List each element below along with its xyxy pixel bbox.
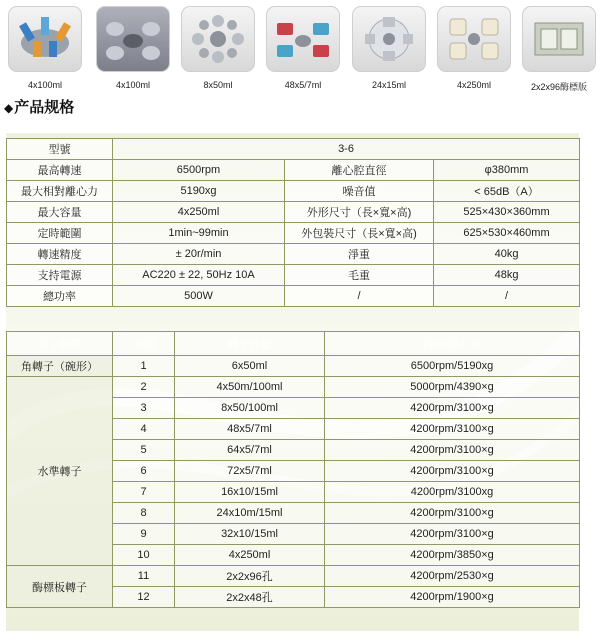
rotor-thumbnail: [181, 6, 255, 90]
spec-label: /: [285, 286, 434, 307]
swing-rotor-bottles-image: [437, 6, 511, 72]
section-title: [4, 96, 74, 117]
thumbnail-caption: 48x5/7ml: [284, 80, 322, 90]
rotor-no: 5: [113, 440, 175, 461]
thumbnail-caption: 4x100ml: [27, 80, 63, 90]
rotor-type: 角轉子（碗形）: [7, 356, 113, 377]
rotor-speed: 6500rpm/5190xg: [325, 356, 580, 377]
rotor-capacity: 32x10/15ml: [175, 524, 325, 545]
rotor-capacity: 4x50m/100ml: [175, 377, 325, 398]
spec-value: /: [434, 286, 580, 307]
thumbnail-caption: 2x2x96酶標版: [530, 82, 588, 92]
spec-value: 4x250ml: [113, 202, 285, 223]
microplate-rotor-image: [522, 6, 596, 72]
rotor-no: 6: [113, 461, 175, 482]
column-header: 轉子容量: [175, 332, 325, 356]
section-title-text: 产品规格: [14, 98, 75, 116]
rotor-thumbnail: [266, 6, 340, 90]
column-header: 轉速/離心力: [325, 332, 580, 356]
rotor-speed: 4200rpm/3100×g: [325, 440, 580, 461]
rotor-thumbnail: [437, 6, 511, 90]
spec-label: 淨重: [285, 244, 434, 265]
column-header: 序號: [113, 332, 175, 356]
rotor-thumbnail: [352, 6, 426, 90]
spec-value: 1min~99min: [113, 223, 285, 244]
rotor-no: 11: [113, 566, 175, 587]
rotor-capacity: 2x2x48孔: [175, 587, 325, 608]
spec-label: 外包裝尺寸（長×寬×高): [285, 223, 434, 244]
column-header: 轉子類型: [7, 332, 113, 356]
table-row: [7, 566, 580, 587]
table-row: [7, 202, 580, 223]
rotor-speed: 4200rpm/3100×g: [325, 398, 580, 419]
rotor-thumbnail-strip: [0, 0, 601, 96]
spec-label: 離心腔直徑: [285, 160, 434, 181]
rotor-thumbnail: [8, 6, 82, 90]
rotor-capacity: 16x10/15ml: [175, 482, 325, 503]
thumbnail-caption: 24x15ml: [371, 80, 407, 90]
spec-value: 48kg: [434, 265, 580, 286]
rotor-no: 1: [113, 356, 175, 377]
swing-rotor-red-tubes-image: [266, 6, 340, 72]
model-value: 3-6: [113, 139, 580, 160]
swing-rotor-24-image: [352, 6, 426, 72]
rotor-no: 3: [113, 398, 175, 419]
rotor-type: 水準轉子: [7, 377, 113, 566]
rotor-table: [6, 331, 580, 608]
rotor-no: 2: [113, 377, 175, 398]
spec-value: 500W: [113, 286, 285, 307]
spec-label: 總功率: [7, 286, 113, 307]
rotor-speed: 4200rpm/3100×g: [325, 419, 580, 440]
spec-value: < 65dB（A）: [434, 181, 580, 202]
rotor-thumbnail: [522, 6, 596, 93]
rotor-speed: 4200rpm/3100×g: [325, 503, 580, 524]
rotor-capacity: 24x10m/15ml: [175, 503, 325, 524]
rotor-speed: 4200rpm/3100×g: [325, 461, 580, 482]
spec-value: 525×430×360mm: [434, 202, 580, 223]
rotor-speed: 4200rpm/3100×g: [325, 524, 580, 545]
thumbnail-caption: 4x100ml: [115, 80, 151, 90]
spec-label: 支持電源: [7, 265, 113, 286]
rotor-capacity: 4x250ml: [175, 545, 325, 566]
thumbnail-caption: 8x50ml: [203, 80, 233, 90]
spec-value: φ380mm: [434, 160, 580, 181]
table-header-row: [7, 332, 580, 356]
spec-label: 最大容量: [7, 202, 113, 223]
spec-value: AC220 ± 22, 50Hz 10A: [113, 265, 285, 286]
spec-label: 噪音值: [285, 181, 434, 202]
table-row: [7, 139, 580, 160]
rotor-no: 12: [113, 587, 175, 608]
thumbnail-caption: 4x250ml: [456, 80, 492, 90]
rotor-capacity: 6x50ml: [175, 356, 325, 377]
table-row: [7, 356, 580, 377]
spec-label: 定時範圍: [7, 223, 113, 244]
spec-value: 40kg: [434, 244, 580, 265]
rotor-capacity: 64x5/7ml: [175, 440, 325, 461]
spec-label: 最高轉速: [7, 160, 113, 181]
table-row: [7, 160, 580, 181]
table-row: [7, 265, 580, 286]
spec-label: 最大相對離心力: [7, 181, 113, 202]
rotor-type: 酶標板轉子: [7, 566, 113, 608]
rotor-capacity: 48x5/7ml: [175, 419, 325, 440]
swing-rotor-gray-image: [96, 6, 170, 72]
rotor-speed: 4200rpm/2530×g: [325, 566, 580, 587]
rotor-speed: 4200rpm/3100xg: [325, 482, 580, 503]
spec-label: 外形尺寸（長×寬×高): [285, 202, 434, 223]
angle-rotor-colored-tubes-image: [8, 6, 82, 72]
table-row: [7, 244, 580, 265]
rotor-speed: 5000rpm/4390×g: [325, 377, 580, 398]
spec-value: 6500rpm: [113, 160, 285, 181]
rotor-speed: 4200rpm/1900×g: [325, 587, 580, 608]
spec-value: 5190xg: [113, 181, 285, 202]
spec-label: 轉速精度: [7, 244, 113, 265]
model-label: 型號: [7, 139, 113, 160]
swing-rotor-8-bucket-image: [181, 6, 255, 72]
rotor-speed: 4200rpm/3850×g: [325, 545, 580, 566]
rotor-no: 7: [113, 482, 175, 503]
rotor-capacity: 2x2x96孔: [175, 566, 325, 587]
rotor-no: 10: [113, 545, 175, 566]
diamond-icon: ◆: [4, 101, 14, 115]
table-row: [7, 377, 580, 398]
spec-table: [6, 138, 580, 307]
spec-value: 625×530×460mm: [434, 223, 580, 244]
rotor-capacity: 72x5/7ml: [175, 461, 325, 482]
table-row: [7, 286, 580, 307]
spec-value: ± 20r/min: [113, 244, 285, 265]
rotor-no: 9: [113, 524, 175, 545]
table-row: [7, 181, 580, 202]
spec-label: 毛重: [285, 265, 434, 286]
rotor-no: 4: [113, 419, 175, 440]
rotor-no: 8: [113, 503, 175, 524]
rotor-capacity: 8x50/100ml: [175, 398, 325, 419]
rotor-thumbnail: [96, 6, 170, 90]
table-row: [7, 223, 580, 244]
